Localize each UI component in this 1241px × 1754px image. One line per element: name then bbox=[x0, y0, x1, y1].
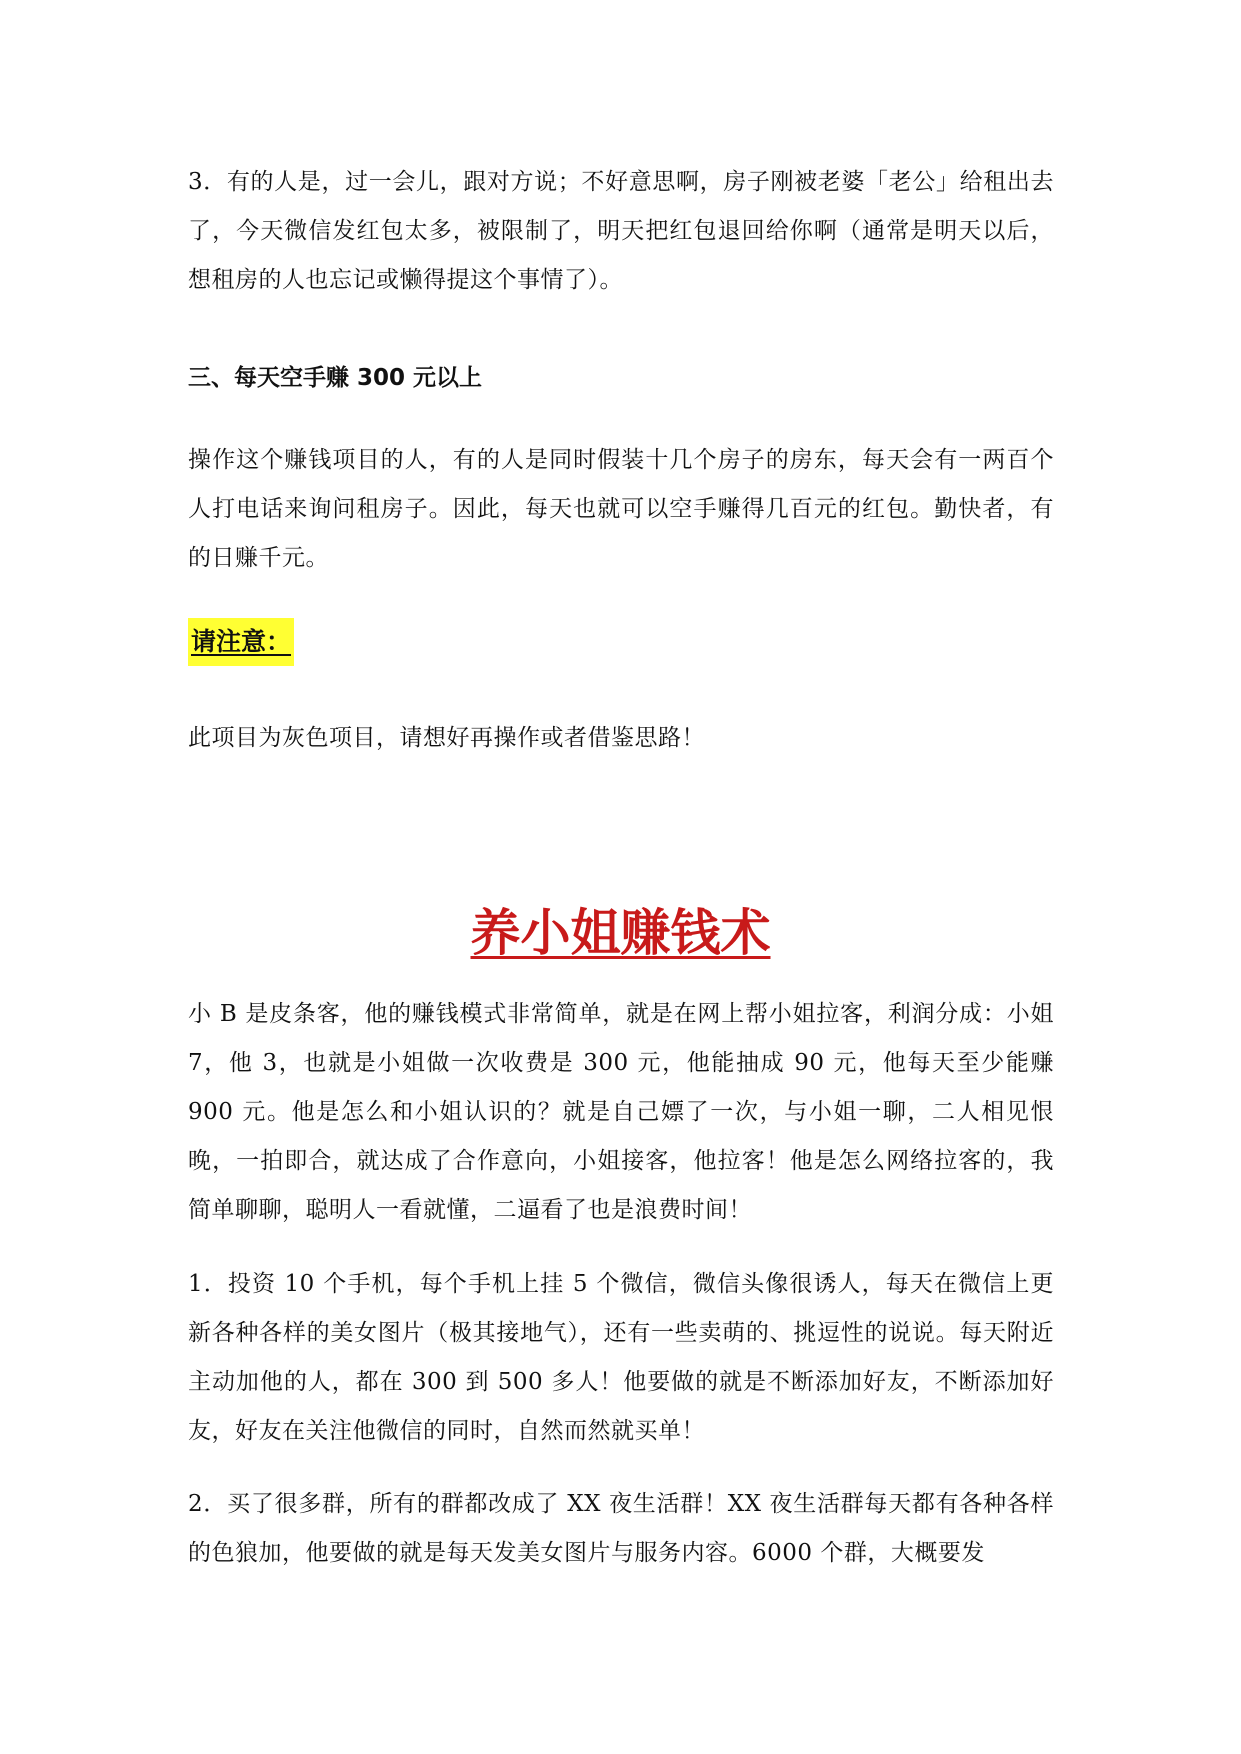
paragraph-step-1: 1．投资 10 个手机，每个手机上挂 5 个微信，微信头像很诱人，每天在微信上更新各种各样的美女图片（极其接地气），还有一些卖萌的、挑逗性的说说。每天附近主动加他的人，都在 300 到 500 多人！他要做的就是不断添加好友，不断添加好友，好友在关注他微信的同时，自然而然就买单！ bbox=[188, 1271, 1054, 1444]
section-heading-earn-300: 三、每天空手赚 300 元以上 bbox=[188, 365, 483, 391]
paragraph-fake-landlord: 操作这个赚钱项目的人，有的人是同时假装十几个房子的房东，每天会有一两百个人打电话来询问租房子。因此，每天也就可以空手赚得几百元的红包。勤快者，有的日赚千元。 bbox=[188, 447, 1054, 571]
article-title: 养小姐赚钱术 bbox=[470, 903, 771, 962]
paragraph-gray-project-warning: 此项目为灰色项目，请想好再操作或者借鉴思路！ bbox=[188, 725, 705, 751]
paragraph-rental-excuse: 3．有的人是，过一会儿，跟对方说；不好意思啊，房子刚被老婆「老公」给租出去了，今天微信发红包太多，被限制了，明天把红包退回给你啊（通常是明天以后，想租房的人也忘记或懒得提这个事情了）。 bbox=[188, 169, 1054, 293]
paragraph-intro: 小 B 是皮条客，他的赚钱模式非常简单，就是在网上帮小姐拉客，利润分成：小姐 7，他 3，也就是小姐做一次收费是 300 元，他能抽成 90 元，他每天至少能赚 900 元。他是怎么和小姐认识的？就是自己嫖了一次，与小姐一聊，二人相见恨晚，一拍即合，就达成了合作意向，小姐接客，他拉客！他是怎么网络拉客的，我简单聊聊，聪明人一看就懂，二逼看了也是浪费时间！ bbox=[188, 1001, 1054, 1223]
notice-label: 请注意： bbox=[188, 618, 294, 666]
paragraph-step-2: 2．买了很多群，所有的群都改成了 XX 夜生活群！XX 夜生活群每天都有各种各样的色狼加，他要做的就是每天发美女图片与服务内容。6000 个群，大概要发 bbox=[188, 1491, 1054, 1566]
